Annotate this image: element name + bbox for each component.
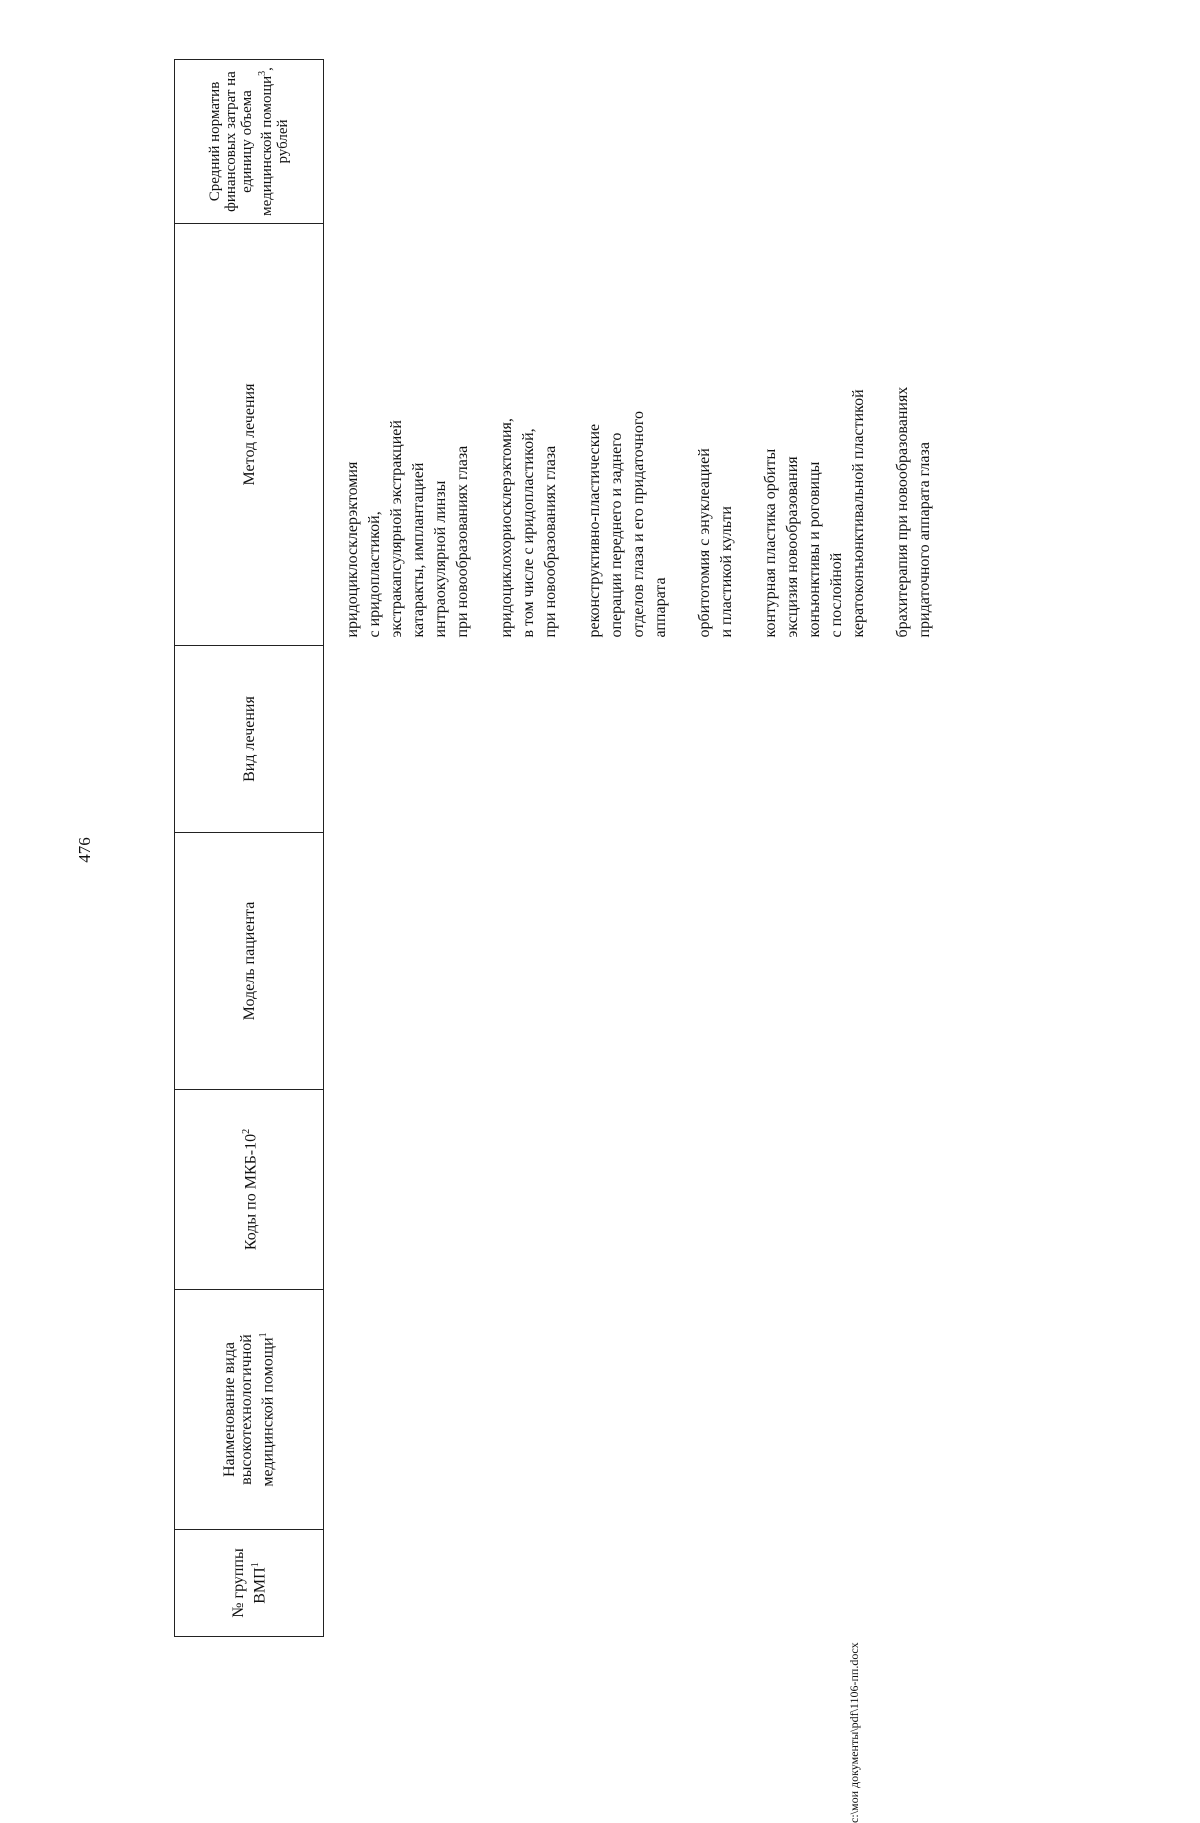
- method-item: [496, 224, 562, 638]
- method-item: [584, 224, 672, 638]
- method-line: кератоконъюнктивальной пластикой: [850, 389, 867, 638]
- cell-treatment-method: [324, 224, 959, 646]
- cell-patient-model: [324, 833, 959, 1090]
- page-number: 476: [75, 837, 94, 863]
- method-line: с иридопластикой,: [366, 511, 383, 638]
- method-line: реконструктивно-пластические: [586, 423, 603, 638]
- rotated-table-page: [174, 60, 1004, 1637]
- method-line: эксцизия новообразования: [784, 456, 801, 638]
- method-item: [342, 224, 474, 638]
- header-vmp-name: Наименование вида высокотехнологичной медицинской помощи$^1$: [175, 1290, 324, 1530]
- vmp-table: [174, 59, 958, 1637]
- header-treatment-type: Вид лечения: [175, 646, 324, 833]
- method-line: придаточного аппарата глаза: [916, 442, 933, 638]
- header-icd-codes: Коды по МКБ-$10^2$: [175, 1090, 324, 1290]
- method-line: иридоциклохориосклерэктомия,: [498, 418, 515, 638]
- method-line: интраокулярной линзы: [432, 480, 449, 638]
- method-line: операции переднего и заднего: [608, 432, 625, 638]
- method-line: в том числе с иридопластикой,: [520, 428, 537, 638]
- method-line: брахитерапия при новообразованиях: [894, 386, 911, 638]
- cell-icd-codes: [324, 1090, 959, 1290]
- method-line: и пластикой культи: [718, 506, 735, 638]
- method-line: отделов глаза и его придаточного: [630, 410, 647, 638]
- method-item: [694, 224, 738, 638]
- header-patient-model: Модель пациента: [175, 833, 324, 1090]
- method-line: иридоциклосклерэктомия: [344, 461, 361, 638]
- method-line: катаракты, имплантацией: [410, 462, 427, 638]
- document-file-path: c:\мои документы\pdf\1106-пп.docx: [847, 1642, 861, 1823]
- method-line: экстракапсулярной экстракцией: [388, 420, 405, 638]
- header-group-no: № группы ВМП$^1$: [175, 1530, 324, 1637]
- method-line: с послойной: [828, 552, 845, 638]
- method-line: конъюнктивы и роговицы: [806, 461, 823, 638]
- method-line: при новообразованиях глаза: [542, 445, 559, 638]
- table-header-row: [175, 60, 324, 1637]
- method-line: контурная пластика орбиты: [762, 448, 779, 638]
- cell-average-cost: [324, 60, 959, 224]
- method-item: [760, 224, 870, 638]
- header-average-cost: Средний норматив финансовых затрат на единицу объема медицинской помощи$^3$, рублей: [175, 60, 324, 224]
- treatment-method-list: [324, 224, 936, 646]
- cell-treatment-type: [324, 646, 959, 833]
- header-treatment-method: Метод лечения: [175, 224, 324, 646]
- method-item: [892, 224, 936, 638]
- method-line: орбитотомия с энуклеацией: [696, 448, 713, 638]
- method-line: при новообразованиях глаза: [454, 445, 471, 638]
- method-line: аппарата: [652, 577, 669, 638]
